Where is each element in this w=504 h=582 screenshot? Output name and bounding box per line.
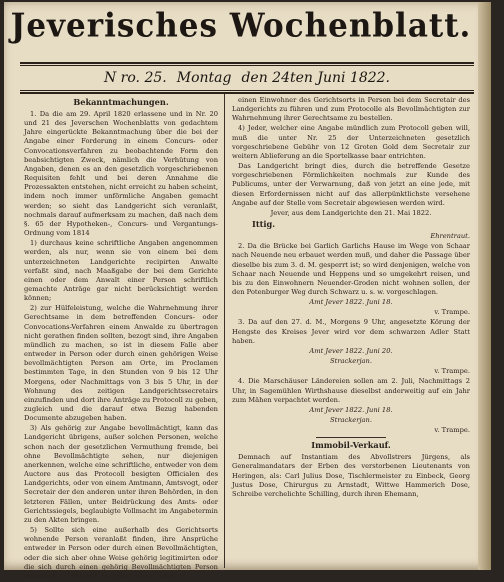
notice-paragraph: Das Landgericht bringt dies, durch die betreffende Gesetze vorgeschriebenen Förmlichkeiten nochmals zur Kunde des Publicums, unter der Verwarnung, daß von jetzt an eine jede, mit diesen Erfordernissen nicht auf das allerpünktlichste versehene Angabe auf der Stelle vom Secretair abgewiesen werden wird.	[232, 162, 470, 207]
dateline-rule-top	[20, 90, 474, 91]
notice-paragraph: 5) Sollte sich eine außerhalb des Gerichtsorts wohnende Person veranlaßt finden, ihre Ansprüche entweder in Person oder durch einen Bevollmächtigten, oder die sich aber ohne Weise gehörig legitimirten oder die sich durch einen gehörig Bevollmächtigten Person mündlich zu Protocoll zu geben, so hat sie der	[24, 526, 218, 580]
signature-ehrentraut: Ehrentraut.	[430, 232, 470, 241]
newspaper-page	[4, 2, 491, 580]
notice-paragraph: 1. Da die am 29. April 1820 erlassene und in Nr. 20 und 21 des Jeverschen Wochenblatts von gedachtem Jahre eingerückte Bekanntmachung über die bei der Angabe einer Forderung in einem Concurs- oder Convocationsverfahren zu beobachtende Form den beabsichtigten Zweck, nämlich die Verhütung von Angaben, denen es an den gesetzlich vorgeschriebenen Requisiten fehlt und bei deren Annahme die Prozessakten entstehen, nicht erreicht zu haben scheint, indem noch immer unförmliche Angaben gemacht werden; so sieht das Landgericht sich veranlaßt, nochmals darauf aufmerksam zu machen, daß nach dem §. 65 der Hypotheken-, Concurs- und Vergantungs-Ordnung vom 1814	[24, 110, 218, 238]
right-column	[232, 96, 470, 500]
section-heading-bekanntmachungen: Bekanntmachungen.	[73, 97, 169, 107]
notice-item-2-signature: v. Trampe.	[434, 308, 470, 317]
notice-item-3-signature: Strackerjan.	[330, 357, 372, 366]
court-signature-place: Jever, aus dem Landgerichte den 21. Mai 1822.	[270, 208, 432, 217]
notice-paragraph: 3) Als gehörig zur Angabe bevollmächtigt, kann das Landgericht übrigens, außer solchen Personen, welche schon nach der gesetzlichen Vermuthung fremde, bei ohne Bevollmächtigte sehen, nur diejenigen anerkennen, welche eine schriftliche, entweder von dem Auctore aus das Protocoll besigten Officialen des Landgerichts, oder von einem Amtmann, Amtsvogt, oder Secretair der den anderen unter ihren Behörden, in den letzteren Fällen, unter Beidrückung des Amts- oder Gerichtssiegels, beglaubigte Vollmacht im Angabetermin zu den Akten bringen.	[24, 424, 218, 524]
column-divider	[224, 94, 225, 568]
issue-number: N ro. 25.	[103, 70, 167, 86]
section-rule	[316, 437, 386, 438]
notice-paragraph: 4) Jeder, welcher eine Angabe mündlich zum Protocoll geben will, muß die unter Nr. 25 der Unterzeichneten gesetzlich vorgeschriebene Gebühr von 12 Groten Gold dem Secretair zur weitern Ablieferung an die Sportelkasse baar entrichten.	[232, 124, 470, 160]
masthead-title: Jeverisches Wochenblatt.	[10, 7, 472, 45]
issue-date: den 24ten Juni 1822.	[241, 70, 391, 86]
notice-item-4-date: Amt Jever 1822. Juni 18.	[309, 405, 393, 414]
notice-item-4-signature: Strackerjan.	[330, 416, 372, 424]
issue-day: Montag	[176, 70, 232, 86]
notice-verkauf: Demnach auf Instantiam des Abvollstrers Jürgens, als Generalmandatars der Erben des verstorbenen Lieutenants von Heringen, als: Carl Julius Dose, Tischlermeister zu Einbeck, Georg Justus Dose, Chirurgus zu Arnstadt, Wittwe Hammerich Dose, Schreibe verchelichte Schilling, durch ihren Ehemann,	[232, 453, 470, 498]
notice-item-4-signature-trampe: v. Trampe.	[434, 426, 470, 435]
notice-paragraph: einen Einwohner des Gerichtsorts in Person bei dem Secretair des Landgerichts zu führen und zum Protocolle als Bevollmächtigten zur Wahrnehmung ihrer Gerechtsame zu bestellen.	[232, 96, 470, 123]
page-gutter	[478, 2, 491, 570]
masthead-rule-thin	[20, 65, 474, 66]
notice-item-3: 3. Da auf den 27. d. M., Morgens 9 Uhr, angesetzte Körung der Hengste des Kreises Jever wird vor dem schwarzen Adler Statt haben.	[232, 318, 470, 345]
dateline-rule-bottom	[20, 92, 474, 94]
notice-paragraph: 1) durchaus keine schriftliche Angaben angenommen werden, als nur, wenn sie von einem bei dem unterzeichneten Landgerichte recipirten Anwalte verfaßt sind, nach Maaßgabe der bei dem Gerichte einen oder dem Anwalt einer Person schriftlich gemachte Anträge gar nicht berücksichtigt werden können;	[24, 239, 218, 303]
notice-item-2: 2. Da die Brücke bei Garlich Garlichs Hause im Wege von Schaar nach Neuende neu erbauet werden muß, und daher die Passage über dieselbe bis zum 3. d. M. gesperrt ist; so wird denjenigen, welche von Schaar nach Neuende und Heppens und so umgekehrt reisen, und bis zu den Einwohnern Neuender-Groden nicht wohnen sollen, der den Potenburger Weg durch Schwarz u. s. w. vorgeschlagen.	[232, 242, 470, 296]
notice-item-4: 4. Die Marschäuser Ländereien sollen am 2. Juli, Nachmittags 2 Uhr, in Sagemühlen Wirthshause dieselbst anderweitig auf ein Jahr zum Mähen verpachtet werden.	[232, 377, 470, 404]
left-column	[24, 96, 218, 582]
notice-item-3-date: Amt Jever 1822. Juni 20.	[309, 346, 393, 355]
notice-item-3-signature-trampe: v. Trampe.	[434, 367, 470, 376]
notice-item-2-date: Amt Jever 1822. Juni 18.	[309, 298, 393, 307]
court-signature-name: Ittig.	[252, 219, 276, 230]
notice-paragraph: 2) zur Hülfeleistung, welche die Wahrnehmung ihrer Gerechtsame in dem betreffenden Concurs- oder Convocations-Verfahren einem Anwalde zu übertragen nicht gerathen finden sollten, bezogt sind, ihre Angaben mündlich zu machen, so ist in diesem Falle aber entweder in Person oder durch einen gehörigen Weise bevollmächtigten Person am Orte, im Proclamen bestimmten Tage, in den Stunden von 9 bis 12 Uhr Morgens, oder Nachmittags von 3 bis 5 Uhr, in der Wohnung des zeitigen Landgerichtssecretairs einzufinden und dort ihre Anträge zu Protocoll zu geben, zugleich und die darauf etwa Bezug habenden Documente abzugeben haben.	[24, 304, 218, 423]
masthead-rule	[20, 62, 474, 64]
section-heading-immobil-verkauf: Immobil-Verkauf.	[311, 440, 391, 451]
dateline	[20, 70, 474, 86]
